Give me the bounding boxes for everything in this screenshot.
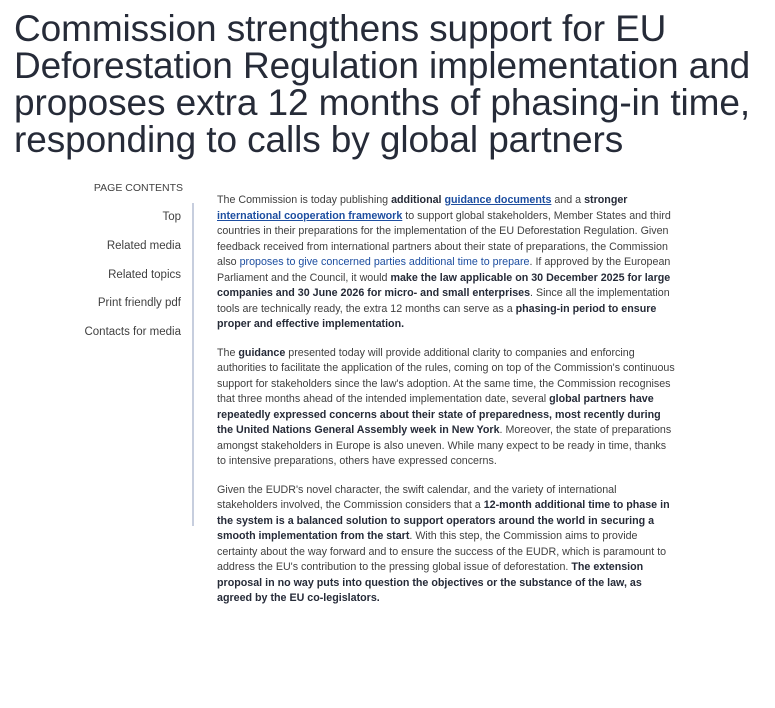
article-body [217,193,677,620]
text-span: . If approved by the European Parliament and the Council, it would [217,256,671,284]
paragraph-intro [217,193,677,333]
toc-item-top[interactable]: Top [162,211,181,223]
international-cooperation-framework-link[interactable]: international cooperation framework [217,209,403,222]
text-span: . Since all the implementation tools are technically ready, the extra 12 months can serve as a [217,287,670,315]
text-span: to support global stakeholders, Member States and third countries in their preparations for the implementation of the EU Deforestation Regulation. Given feedback received from international partners about their state of preparations, the Commission also [217,209,671,268]
toc-item-related-topics[interactable]: Related topics [108,269,181,281]
bold-text: additional [391,194,445,206]
bold-text: make the law applicable on 30 December 2025 for large companies and 30 June 2026 for micro- and small enterprises [217,271,671,299]
bold-text: global partners have repeatedly expressed concerns about their state of preparedness, most recently during the United Nations General Assembly week in New York [217,393,661,436]
bold-text: phasing-in period to ensure proper and effective implementation. [217,302,657,330]
paragraph-extension [217,483,677,607]
bold-text: 12-month additional time to phase in the system is a balanced solution to support operators around the world in securing a smooth implementation from the start [217,499,670,542]
guidance-documents-link[interactable]: guidance documents [444,194,552,206]
bold-text: stronger [584,194,628,206]
text-span: The [217,346,239,359]
text-span: The Commission is today publishing [217,194,392,206]
page-contents-list [0,203,194,526]
paragraph-guidance [217,346,677,470]
text-span: Given the EUDR's novel character, the swift calendar, and the variety of international stakeholders involved, the Commission considers that a [217,483,617,511]
toc-item-print-friendly-pdf[interactable]: Print friendly pdf [97,297,181,309]
text-span: and a [551,194,585,206]
toc-item-contacts-for-media[interactable]: Contacts for media [84,326,181,338]
bold-text: The extension proposal in no way puts into question the objectives or the substance of the law, as agreed by the EU co-legislators. [217,561,644,604]
text-span: presented today will provide additional clarity to companies and enforcing authorities to facilitate the application of the rules, coming on top of the Commission's continuous support for stakeholders since the law's adoption. At the same time, the Commission recognises that three months ahead of the intended implementation date, several [217,346,675,405]
page-title: Commission strengthens support for EU Deforestation Regulation implementation and proposes extra 12 months of phasing-in time, responding to calls by global partners [14,8,751,160]
bold-text: guidance [238,346,286,359]
text-span: . With this step, the Commission aims to provide certainty about the way forward and to ensure the success of the EUDR, which is paramount to address the EU's contribution to the pressing global issue of deforestation. [217,530,667,573]
proposal-link[interactable]: proposes to give concerned parties additional time to prepare [239,256,530,268]
toc-item-related-media[interactable]: Related media [106,240,181,252]
page-contents-heading: PAGE CONTENTS [93,182,183,194]
text-span: . Moreover, the state of preparations amongst stakeholders in Europe is also uneven. While many expect to be ready in time, thanks to intensive preparations, others have expressed concerns. [217,424,672,467]
